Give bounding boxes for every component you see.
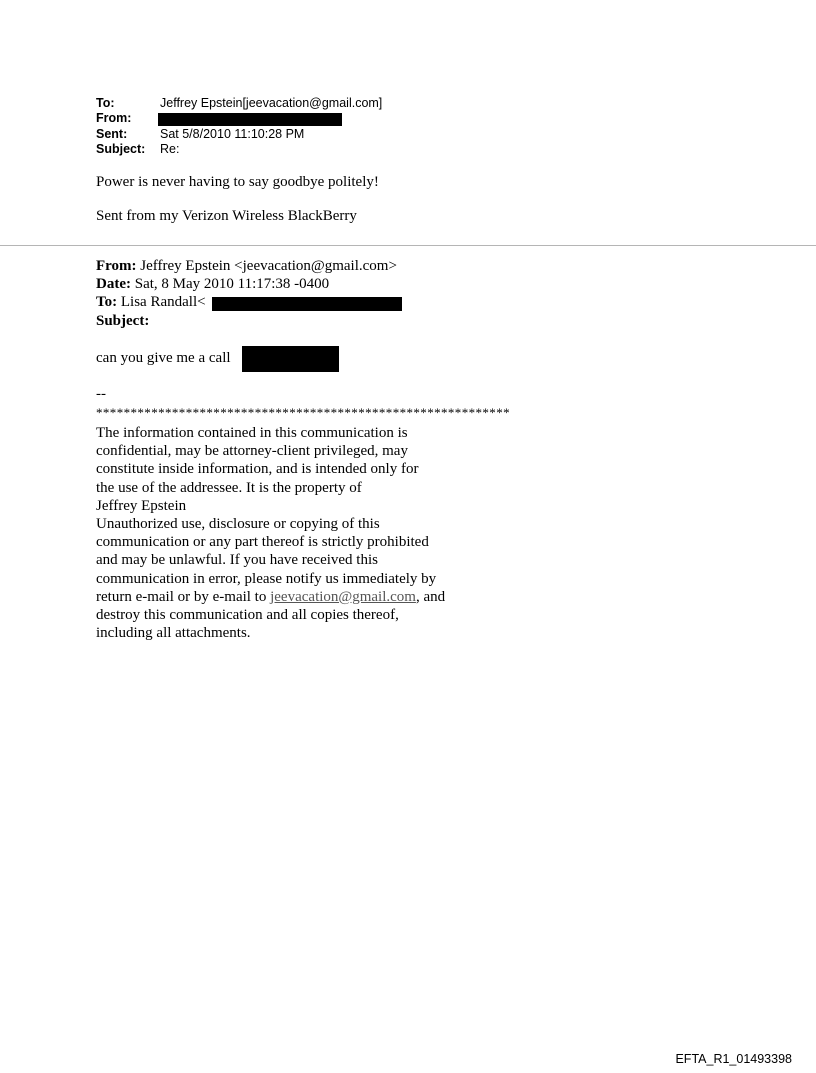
sent-value: Sat 5/8/2010 11:10:28 PM [160,127,305,141]
quoted-to-label: To: [96,294,118,310]
separator-dash: -- [96,386,106,402]
disclaimer-line: communication or any part thereof is strictly prohibited [96,534,429,551]
disclaimer-line: Unauthorized use, disclosure or copying of this [96,516,380,533]
quoted-subject-line [96,313,149,330]
disclaimer-line: confidential, may be attorney-client privileged, may [96,443,408,460]
quoted-date-line [96,276,329,293]
disclaimer-line: The information contained in this communication is [96,425,408,441]
redaction-to-email [212,297,402,311]
quoted-to-line [96,294,206,311]
divider-line [0,245,816,246]
disclaimer-line: destroy this communication and all copies thereof, [96,607,399,624]
reply-signature: Sent from my Verizon Wireless BlackBerry [96,208,357,224]
disclaimer-line: communication in error, please notify us immediately by [96,570,437,587]
sent-label: Sent: [96,127,128,141]
disclaimer-line: constitute inside information, and is intended only for [96,461,419,478]
disclaimer-line: the use of the addressee. It is the property of [96,479,362,496]
quoted-from-line [96,258,397,275]
to-value: Jeffrey Epstein[jeevacation@gmail.com] [160,96,383,110]
subject-value: Re: [160,142,180,156]
separator-stars: ************************************************************ [96,405,510,420]
confidentiality-disclaimer [96,424,445,642]
from-label: From: [96,111,132,125]
reply-body: Power is never having to say goodbye politely! [96,174,379,190]
document-id: EFTA_R1_01493398 [675,1052,792,1066]
email-link[interactable]: jeevacation@gmail.com [270,588,416,605]
subject-label: Subject: [96,142,146,156]
return-suffix: , and [415,588,446,605]
quoted-to-value: Lisa Randall< [120,294,206,310]
redaction-from [158,113,342,126]
disclaimer-line: Jeffrey Epstein [96,497,187,514]
quoted-from-value: Jeffrey Epstein <jeevacation@gmail.com> [140,258,397,274]
disclaimer-line: including all attachments. [96,625,251,642]
to-label: To: [96,96,115,110]
redaction-phone [242,346,339,372]
disclaimer-return-line [96,588,445,606]
quoted-date-value: Sat, 8 May 2010 11:17:38 -0400 [134,276,330,292]
quoted-subject-label: Subject: [96,313,150,329]
quoted-body: can you give me a call [96,350,231,366]
quoted-from-label: From: [96,258,137,274]
disclaimer-line: and may be unlawful. If you have received this [96,552,378,569]
quoted-date-label: Date: [96,276,131,292]
return-prefix: return e-mail or by e-mail to [96,588,271,605]
